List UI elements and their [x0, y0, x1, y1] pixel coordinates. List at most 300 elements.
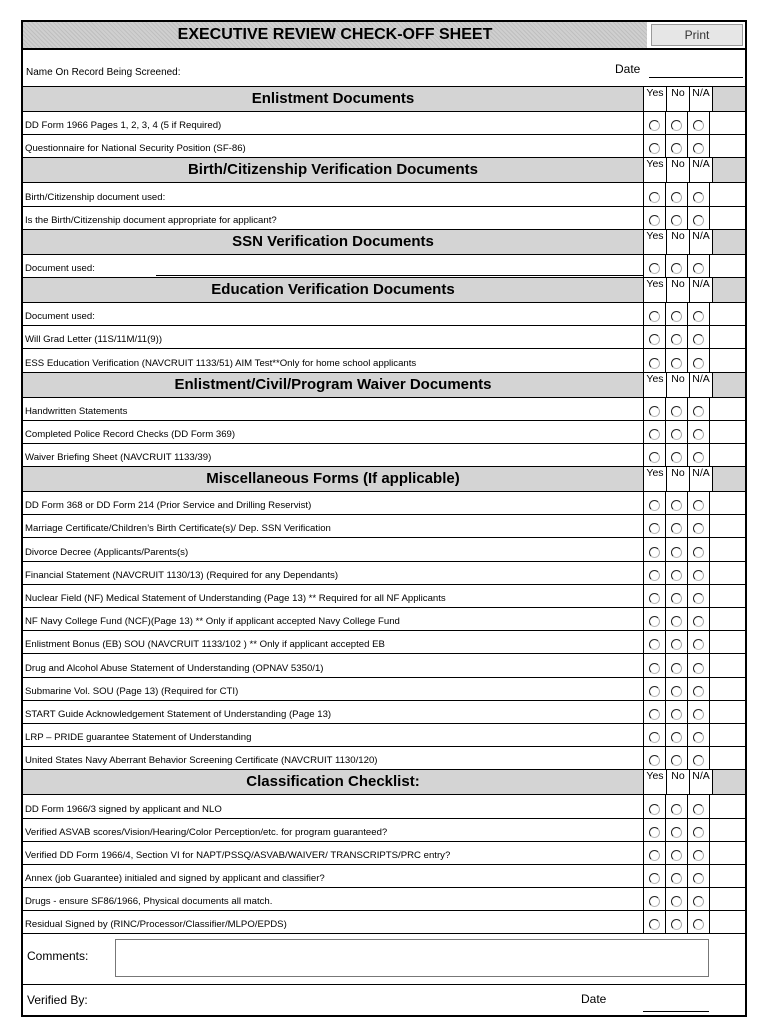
- column-header-na: N/A: [689, 467, 712, 491]
- checklist-row: [23, 819, 745, 842]
- radio-na[interactable]: [693, 639, 704, 650]
- radio-no[interactable]: [671, 896, 682, 907]
- radio-cell-yes: [643, 135, 665, 157]
- column-header-yes: Yes: [643, 230, 666, 254]
- row-end-cell: [709, 444, 745, 466]
- radio-cell-yes: [643, 515, 665, 537]
- checklist-item-label: [23, 303, 643, 325]
- radio-cell-no: [665, 608, 687, 630]
- radio-cell-yes: [643, 795, 665, 817]
- column-header-yes: Yes: [643, 278, 666, 302]
- radio-cell-na: [687, 135, 709, 157]
- radio-no[interactable]: [671, 263, 682, 274]
- column-header-na: N/A: [689, 278, 712, 302]
- checklist-item-text: Residual Signed by (RINC/Processor/Classifier/MLPO/EPDS): [25, 919, 287, 931]
- radio-no[interactable]: [671, 570, 682, 581]
- radio-cell-yes: [643, 701, 665, 723]
- row-end-cell: [709, 911, 745, 933]
- radio-yes[interactable]: [649, 500, 660, 511]
- radio-yes[interactable]: [649, 873, 660, 884]
- radio-cell-na: [687, 303, 709, 325]
- radio-no[interactable]: [671, 919, 682, 930]
- row-end-cell: [709, 492, 745, 514]
- row-end-cell: [709, 819, 745, 841]
- check-off-sheet: [21, 20, 747, 1017]
- radio-cell-no: [665, 795, 687, 817]
- radio-cell-yes: [643, 444, 665, 466]
- radio-cell-no: [665, 303, 687, 325]
- row-end-cell: [709, 398, 745, 420]
- radio-na[interactable]: [693, 523, 704, 534]
- checklist-row: [23, 349, 745, 372]
- radio-yes[interactable]: [649, 406, 660, 417]
- row-end-cell: [709, 135, 745, 157]
- radio-na[interactable]: [693, 804, 704, 815]
- checklist-row: [23, 492, 745, 515]
- radio-na[interactable]: [693, 500, 704, 511]
- radio-na[interactable]: [693, 192, 704, 203]
- checklist-row: [23, 326, 745, 349]
- radio-na[interactable]: [693, 732, 704, 743]
- radio-yes[interactable]: [649, 755, 660, 766]
- checklist-item-text: ESS Education Verification (NAVCRUIT 1133/51) AIM Test**Only for home school applicants: [25, 357, 417, 369]
- radio-no[interactable]: [671, 523, 682, 534]
- radio-cell-yes: [643, 888, 665, 910]
- radio-yes[interactable]: [649, 686, 660, 697]
- checklist-row: [23, 678, 745, 701]
- radio-na[interactable]: [693, 143, 704, 154]
- column-header-yes: Yes: [643, 770, 666, 794]
- document-field[interactable]: [156, 275, 643, 276]
- radio-yes[interactable]: [649, 192, 660, 203]
- radio-cell-no: [665, 326, 687, 348]
- checklist-item-text: Enlistment Bonus (EB) SOU (NAVCRUIT 1133/102 ) ** Only if applicant accepted EB: [25, 639, 385, 651]
- radio-cell-yes: [643, 398, 665, 420]
- checklist-item-text: LRP – PRIDE guarantee Statement of Understanding: [25, 732, 252, 744]
- radio-cell-na: [687, 183, 709, 205]
- checklist-item-text: Submarine Vol. SOU (Page 13) (Required for CTI): [25, 685, 239, 697]
- radio-cell-na: [687, 492, 709, 514]
- checklist-item-label: [23, 608, 643, 630]
- row-end-cell: [709, 562, 745, 584]
- radio-cell-na: [687, 207, 709, 229]
- radio-cell-na: [687, 398, 709, 420]
- radio-cell-no: [665, 819, 687, 841]
- radio-cell-yes: [643, 747, 665, 769]
- radio-yes[interactable]: [649, 709, 660, 720]
- radio-cell-yes: [643, 724, 665, 746]
- row-end-cell: [709, 112, 745, 134]
- radio-na[interactable]: [693, 334, 704, 345]
- radio-na[interactable]: [693, 263, 704, 274]
- checklist-item-label: [23, 701, 643, 723]
- section-title: Education Verification Documents: [211, 280, 455, 298]
- radio-cell-no: [665, 678, 687, 700]
- radio-na[interactable]: [693, 593, 704, 604]
- section-header: [23, 158, 745, 183]
- checklist-row: [23, 631, 745, 654]
- radio-na[interactable]: [693, 919, 704, 930]
- section-header-end: [712, 467, 745, 491]
- checklist-item-label: [23, 678, 643, 700]
- date-label: Date: [615, 62, 641, 76]
- checklist-item-text: Divorce Decree (Applicants/Parents(s): [25, 546, 189, 558]
- checklist-item-text: Marriage Certificate/Children’s Birth Certificate(s)/ Dep. SSN Verification: [25, 523, 331, 535]
- checklist-row: [23, 747, 745, 770]
- radio-cell-na: [687, 608, 709, 630]
- radio-cell-no: [665, 515, 687, 537]
- radio-na[interactable]: [693, 215, 704, 226]
- row-end-cell: [709, 608, 745, 630]
- checklist-row: [23, 515, 745, 538]
- checklist-item-label: [23, 842, 643, 864]
- radio-yes[interactable]: [649, 334, 660, 345]
- section-title: Birth/Citizenship Verification Documents: [187, 161, 479, 179]
- row-end-cell: [709, 747, 745, 769]
- radio-cell-yes: [643, 326, 665, 348]
- radio-no[interactable]: [671, 358, 682, 369]
- section-header-end: [712, 278, 745, 302]
- radio-cell-yes: [643, 183, 665, 205]
- date-field[interactable]: [649, 77, 743, 78]
- radio-cell-na: [687, 911, 709, 933]
- sections: [23, 87, 745, 934]
- checklist-item-text: Waiver Briefing Sheet (NAVCRUIT 1133/39): [25, 452, 212, 464]
- radio-cell-na: [687, 562, 709, 584]
- radio-yes[interactable]: [649, 215, 660, 226]
- checklist-item-text: Document used:: [25, 262, 95, 274]
- radio-cell-no: [665, 888, 687, 910]
- row-end-cell: [709, 865, 745, 887]
- checklist-item-label: [23, 795, 643, 817]
- radio-na[interactable]: [693, 547, 704, 558]
- radio-yes[interactable]: [649, 663, 660, 674]
- section-header-end: [712, 373, 745, 397]
- column-header-na: N/A: [689, 230, 712, 254]
- radio-yes[interactable]: [649, 804, 660, 815]
- checklist-item-text: Document used:: [25, 311, 95, 323]
- row-end-cell: [709, 255, 745, 277]
- radio-no[interactable]: [671, 215, 682, 226]
- section-header: [23, 230, 745, 255]
- column-header-yes: Yes: [643, 87, 666, 111]
- column-header-no: No: [666, 87, 689, 111]
- radio-yes[interactable]: [649, 732, 660, 743]
- radio-cell-na: [687, 724, 709, 746]
- radio-cell-na: [687, 421, 709, 443]
- radio-cell-no: [665, 631, 687, 653]
- checklist-item-text: Questionnaire for National Security Position (SF-86): [25, 143, 246, 155]
- radio-yes[interactable]: [649, 358, 660, 369]
- radio-cell-no: [665, 701, 687, 723]
- checklist-item-text: Financial Statement (NAVCRUIT 1130/13) (Required for any Dependants): [25, 569, 339, 581]
- checklist-item-text: Drugs - ensure SF86/1966, Physical documents all match.: [25, 896, 273, 908]
- checklist-row: [23, 255, 745, 278]
- row-end-cell: [709, 678, 745, 700]
- radio-cell-yes: [643, 631, 665, 653]
- checklist-item-label: [23, 562, 643, 584]
- radio-no[interactable]: [671, 406, 682, 417]
- radio-cell-yes: [643, 819, 665, 841]
- verified-date-field[interactable]: [643, 1011, 709, 1012]
- radio-cell-yes: [643, 421, 665, 443]
- radio-no[interactable]: [671, 639, 682, 650]
- column-header-na: N/A: [689, 373, 712, 397]
- row-end-cell: [709, 795, 745, 817]
- checklist-item-text: Will Grad Letter (11S/11M/11(9)): [25, 334, 163, 346]
- row-end-cell: [709, 207, 745, 229]
- radio-cell-no: [665, 747, 687, 769]
- radio-no[interactable]: [671, 500, 682, 511]
- radio-cell-na: [687, 865, 709, 887]
- column-header-no: No: [666, 230, 689, 254]
- radio-yes[interactable]: [649, 616, 660, 627]
- comments-field[interactable]: [115, 939, 709, 977]
- radio-na[interactable]: [693, 616, 704, 627]
- column-header-yes: Yes: [643, 467, 666, 491]
- radio-cell-yes: [643, 255, 665, 277]
- checklist-row: [23, 911, 745, 934]
- column-header-no: No: [666, 467, 689, 491]
- radio-cell-yes: [643, 562, 665, 584]
- section-header-end: [712, 770, 745, 794]
- radio-cell-na: [687, 444, 709, 466]
- section-title: Classification Checklist:: [246, 773, 420, 791]
- radio-yes[interactable]: [649, 850, 660, 861]
- radio-na[interactable]: [693, 709, 704, 720]
- radio-no[interactable]: [671, 709, 682, 720]
- radio-yes[interactable]: [649, 896, 660, 907]
- checklist-item-label: [23, 349, 643, 371]
- radio-no[interactable]: [671, 732, 682, 743]
- radio-no[interactable]: [671, 429, 682, 440]
- checklist-item-text: Verified ASVAB scores/Vision/Hearing/Color Perception/etc. for program guaranteed?: [25, 826, 388, 838]
- radio-no[interactable]: [671, 686, 682, 697]
- radio-na[interactable]: [693, 873, 704, 884]
- radio-na[interactable]: [693, 896, 704, 907]
- radio-yes[interactable]: [649, 547, 660, 558]
- radio-cell-na: [687, 585, 709, 607]
- radio-no[interactable]: [671, 873, 682, 884]
- radio-cell-na: [687, 349, 709, 371]
- radio-cell-na: [687, 631, 709, 653]
- radio-no[interactable]: [671, 755, 682, 766]
- radio-yes[interactable]: [649, 311, 660, 322]
- radio-cell-no: [665, 538, 687, 560]
- checklist-item-text: Handwritten Statements: [25, 405, 128, 417]
- verified-by-label: Verified By:: [27, 993, 88, 1008]
- column-header-na: N/A: [689, 770, 712, 794]
- checklist-item-text: United States Navy Aberrant Behavior Screening Certificate (NAVCRUIT 1130/120): [25, 755, 378, 767]
- checklist-row: [23, 654, 745, 677]
- checklist-row: [23, 183, 745, 206]
- radio-na[interactable]: [693, 358, 704, 369]
- row-end-cell: [709, 724, 745, 746]
- checklist-item-label: [23, 631, 643, 653]
- section-title: Enlistment/Civil/Program Waiver Documents: [174, 375, 492, 393]
- checklist-row: [23, 398, 745, 421]
- row-end-cell: [709, 701, 745, 723]
- radio-cell-na: [687, 888, 709, 910]
- radio-na[interactable]: [693, 406, 704, 417]
- radio-na[interactable]: [693, 850, 704, 861]
- section-header: [23, 467, 745, 492]
- radio-na[interactable]: [693, 570, 704, 581]
- section-header-end: [712, 87, 745, 111]
- radio-yes[interactable]: [649, 523, 660, 534]
- radio-cell-no: [665, 255, 687, 277]
- radio-no[interactable]: [671, 334, 682, 345]
- checklist-item-label: [23, 585, 643, 607]
- column-header-no: No: [666, 373, 689, 397]
- radio-cell-no: [665, 865, 687, 887]
- radio-cell-yes: [643, 492, 665, 514]
- checklist-item-text: NF Navy College Fund (NCF)(Page 13) ** Only if applicant accepted Navy College Fund: [25, 616, 400, 628]
- radio-cell-yes: [643, 654, 665, 676]
- radio-cell-no: [665, 562, 687, 584]
- radio-na[interactable]: [693, 663, 704, 674]
- row-end-cell: [709, 515, 745, 537]
- checklist-row: [23, 421, 745, 444]
- radio-cell-no: [665, 349, 687, 371]
- column-header-na: N/A: [689, 158, 712, 182]
- radio-na[interactable]: [693, 686, 704, 697]
- radio-na[interactable]: [693, 429, 704, 440]
- radio-cell-no: [665, 724, 687, 746]
- radio-no[interactable]: [671, 663, 682, 674]
- radio-cell-yes: [643, 112, 665, 134]
- checklist-item-label: [23, 911, 643, 933]
- checklist-row: [23, 207, 745, 230]
- radio-na[interactable]: [693, 755, 704, 766]
- radio-yes[interactable]: [649, 429, 660, 440]
- section-header: [23, 770, 745, 795]
- checklist-row: [23, 135, 745, 158]
- row-end-cell: [709, 631, 745, 653]
- checklist-row: [23, 724, 745, 747]
- radio-no[interactable]: [671, 827, 682, 838]
- radio-yes[interactable]: [649, 143, 660, 154]
- checklist-item-label: [23, 255, 643, 277]
- row-end-cell: [709, 303, 745, 325]
- radio-no[interactable]: [671, 593, 682, 604]
- checklist-item-label: [23, 888, 643, 910]
- radio-cell-na: [687, 112, 709, 134]
- name-label: Name On Record Being Screened:: [26, 67, 181, 78]
- radio-cell-no: [665, 183, 687, 205]
- radio-yes[interactable]: [649, 919, 660, 930]
- column-header-no: No: [666, 770, 689, 794]
- column-header-na: N/A: [689, 87, 712, 111]
- radio-cell-no: [665, 911, 687, 933]
- radio-no[interactable]: [671, 804, 682, 815]
- radio-no[interactable]: [671, 143, 682, 154]
- checklist-item-text: START Guide Acknowledgement Statement of Understanding (Page 13): [25, 708, 332, 720]
- print-button[interactable]: Print: [651, 24, 743, 46]
- checklist-item-label: [23, 654, 643, 676]
- radio-na[interactable]: [693, 311, 704, 322]
- radio-yes[interactable]: [649, 120, 660, 131]
- radio-no[interactable]: [671, 452, 682, 463]
- section-header-end: [712, 158, 745, 182]
- verified-date-label: Date: [581, 992, 607, 1007]
- radio-cell-na: [687, 515, 709, 537]
- radio-no[interactable]: [671, 120, 682, 131]
- checklist-item-label: [23, 421, 643, 443]
- radio-cell-yes: [643, 207, 665, 229]
- radio-cell-na: [687, 678, 709, 700]
- comments-label: Comments:: [27, 949, 89, 964]
- checklist-row: [23, 538, 745, 561]
- radio-no[interactable]: [671, 547, 682, 558]
- row-end-cell: [709, 538, 745, 560]
- radio-yes[interactable]: [649, 570, 660, 581]
- radio-na[interactable]: [693, 827, 704, 838]
- row-end-cell: [709, 349, 745, 371]
- radio-cell-yes: [643, 608, 665, 630]
- radio-yes[interactable]: [649, 263, 660, 274]
- radio-yes[interactable]: [649, 593, 660, 604]
- checklist-item-label: [23, 865, 643, 887]
- radio-yes[interactable]: [649, 827, 660, 838]
- checklist-item-label: [23, 538, 643, 560]
- radio-cell-yes: [643, 842, 665, 864]
- radio-no[interactable]: [671, 850, 682, 861]
- radio-no[interactable]: [671, 192, 682, 203]
- radio-cell-yes: [643, 865, 665, 887]
- checklist-item-label: [23, 492, 643, 514]
- checklist-item-text: Is the Birth/Citizenship document appropriate for applicant?: [25, 214, 277, 226]
- section-header: [23, 278, 745, 303]
- checklist-item-label: [23, 515, 643, 537]
- checklist-item-label: [23, 819, 643, 841]
- radio-na[interactable]: [693, 452, 704, 463]
- comments-row: [23, 934, 745, 985]
- radio-cell-no: [665, 444, 687, 466]
- checklist-row: [23, 585, 745, 608]
- radio-cell-yes: [643, 349, 665, 371]
- checklist-item-text: Nuclear Field (NF) Medical Statement of Understanding (Page 13) ** Required for all NF Applicants: [25, 593, 446, 604]
- section-header: [23, 87, 745, 112]
- checklist-row: [23, 888, 745, 911]
- column-header-no: No: [666, 278, 689, 302]
- section-title: Enlistment Documents: [251, 90, 415, 107]
- radio-yes[interactable]: [649, 639, 660, 650]
- checklist-item-label: [23, 135, 643, 157]
- radio-cell-na: [687, 326, 709, 348]
- checklist-row: [23, 608, 745, 631]
- row-end-cell: [709, 326, 745, 348]
- checklist-row: [23, 842, 745, 865]
- column-header-no: No: [666, 158, 689, 182]
- radio-na[interactable]: [693, 120, 704, 131]
- radio-cell-na: [687, 842, 709, 864]
- radio-cell-no: [665, 492, 687, 514]
- radio-cell-yes: [643, 585, 665, 607]
- checklist-row: [23, 865, 745, 888]
- checklist-item-label: [23, 112, 643, 134]
- checklist-item-label: [23, 326, 643, 348]
- checklist-item-label: [23, 183, 643, 205]
- radio-cell-yes: [643, 538, 665, 560]
- checklist-item-text: DD Form 368 or DD Form 214 (Prior Service and Drilling Reservist): [25, 500, 312, 512]
- radio-no[interactable]: [671, 311, 682, 322]
- radio-cell-yes: [643, 303, 665, 325]
- radio-yes[interactable]: [649, 452, 660, 463]
- radio-no[interactable]: [671, 616, 682, 627]
- checklist-row: [23, 562, 745, 585]
- checklist-row: [23, 112, 745, 135]
